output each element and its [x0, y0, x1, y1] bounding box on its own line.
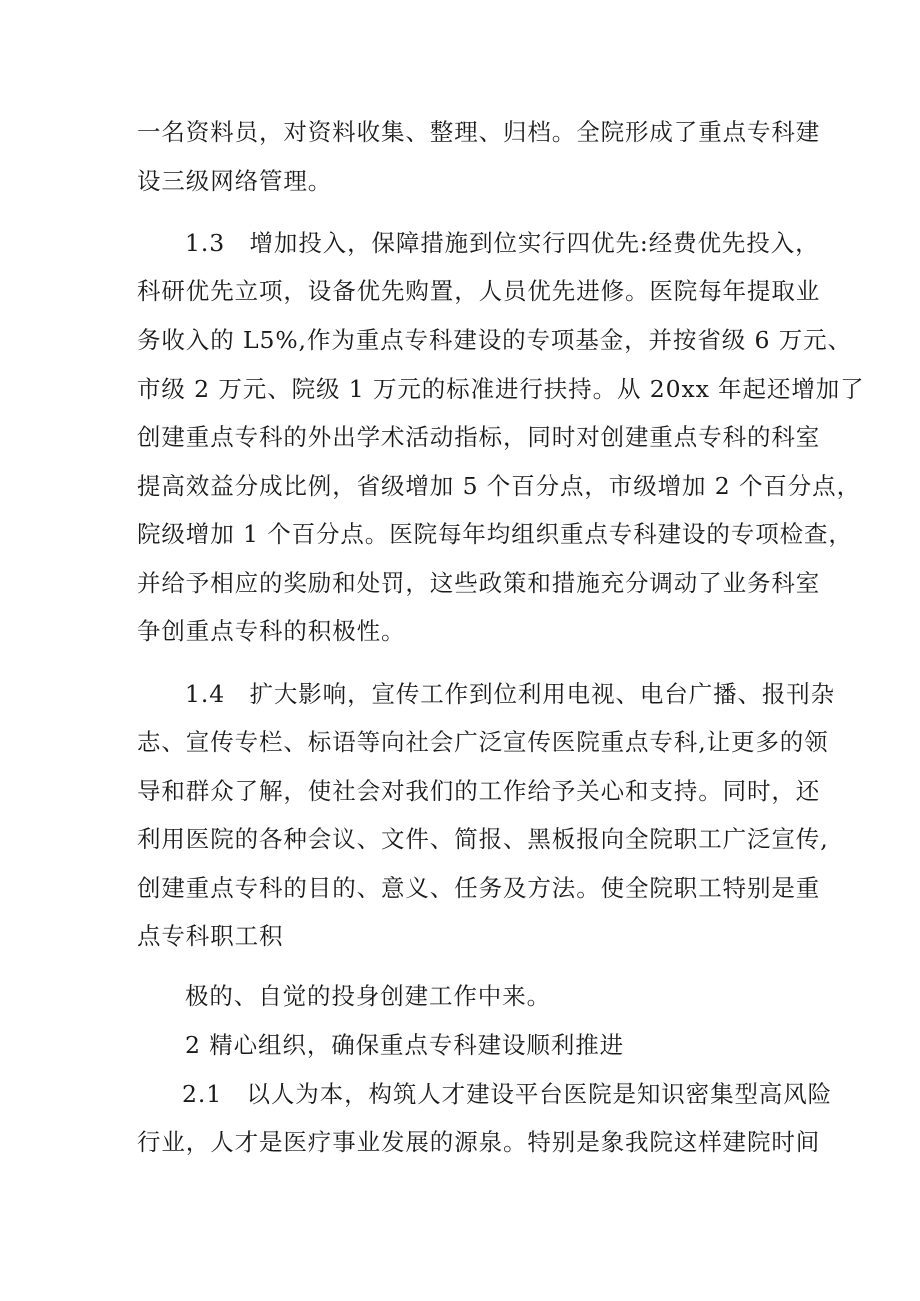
paragraph-line: 并给予相应的奖励和处罚，这些政策和措施充分调动了业务科室 [137, 569, 821, 597]
section-2-heading: 2 精心组织，确保重点专科建设顺利推进 [185, 1031, 625, 1059]
section-2-1-heading-line: 2.1 以人为本，构筑人才建设平台医院是知识密集型高风险 [182, 1080, 833, 1108]
paragraph-line: 一名资料员，对资料收集、整理、归档。全院形成了重点专科建 [137, 118, 821, 146]
section-1-4-heading-line: 1.4 扩大影响，宣传工作到位利用电视、电台广播、报刊杂 [185, 680, 836, 708]
paragraph-line: 设三级网络管理。 [137, 167, 333, 195]
paragraph-line: 极的、自觉的投身创建工作中来。 [185, 982, 551, 1010]
paragraph-line: 提高效益分成比例，省级增加 5 个百分点，市级增加 2 个百分点， [137, 472, 861, 500]
paragraph-line: 争创重点专科的积极性。 [137, 617, 406, 645]
paragraph-line: 院级增加 1 个百分点。医院每年均组织重点专科建设的专项检查， [137, 520, 853, 548]
paragraph-line: 创建重点专科的目的、意义、任务及方法。使全院职工特别是重 [137, 874, 821, 902]
paragraph-line: 科研优先立项，设备优先购置，人员优先进修。医院每年提取业 [137, 277, 821, 305]
paragraph-line: 利用医院的各种会议、文件、简报、黑板报向全院职工广泛宣传, [137, 825, 829, 853]
paragraph-line: 创建重点专科的外出学术活动指标，同时对创建重点专科的科室 [137, 423, 821, 451]
paragraph-line: 点专科职工积 [137, 922, 284, 950]
paragraph-line: 志、宣传专栏、标语等向社会广泛宣传医院重点专科,让更多的领 [137, 728, 829, 756]
paragraph-line: 导和群众了解，使社会对我们的工作给予关心和支持。同时，还 [137, 777, 821, 805]
paragraph-line: 行业，人才是医疗事业发展的源泉。特别是象我院这样建院时间 [137, 1128, 821, 1156]
paragraph-line: 务收入的 L5%,作为重点专科建设的专项基金，并按省级 6 万元、 [137, 326, 852, 354]
section-1-3-heading-line: 1.3 增加投入，保障措施到位实行四优先:经费优先投入， [185, 229, 820, 257]
paragraph-line: 市级 2 万元、院级 1 万元的标准进行扶持。从 20xx 年起还增加了 [137, 375, 865, 403]
